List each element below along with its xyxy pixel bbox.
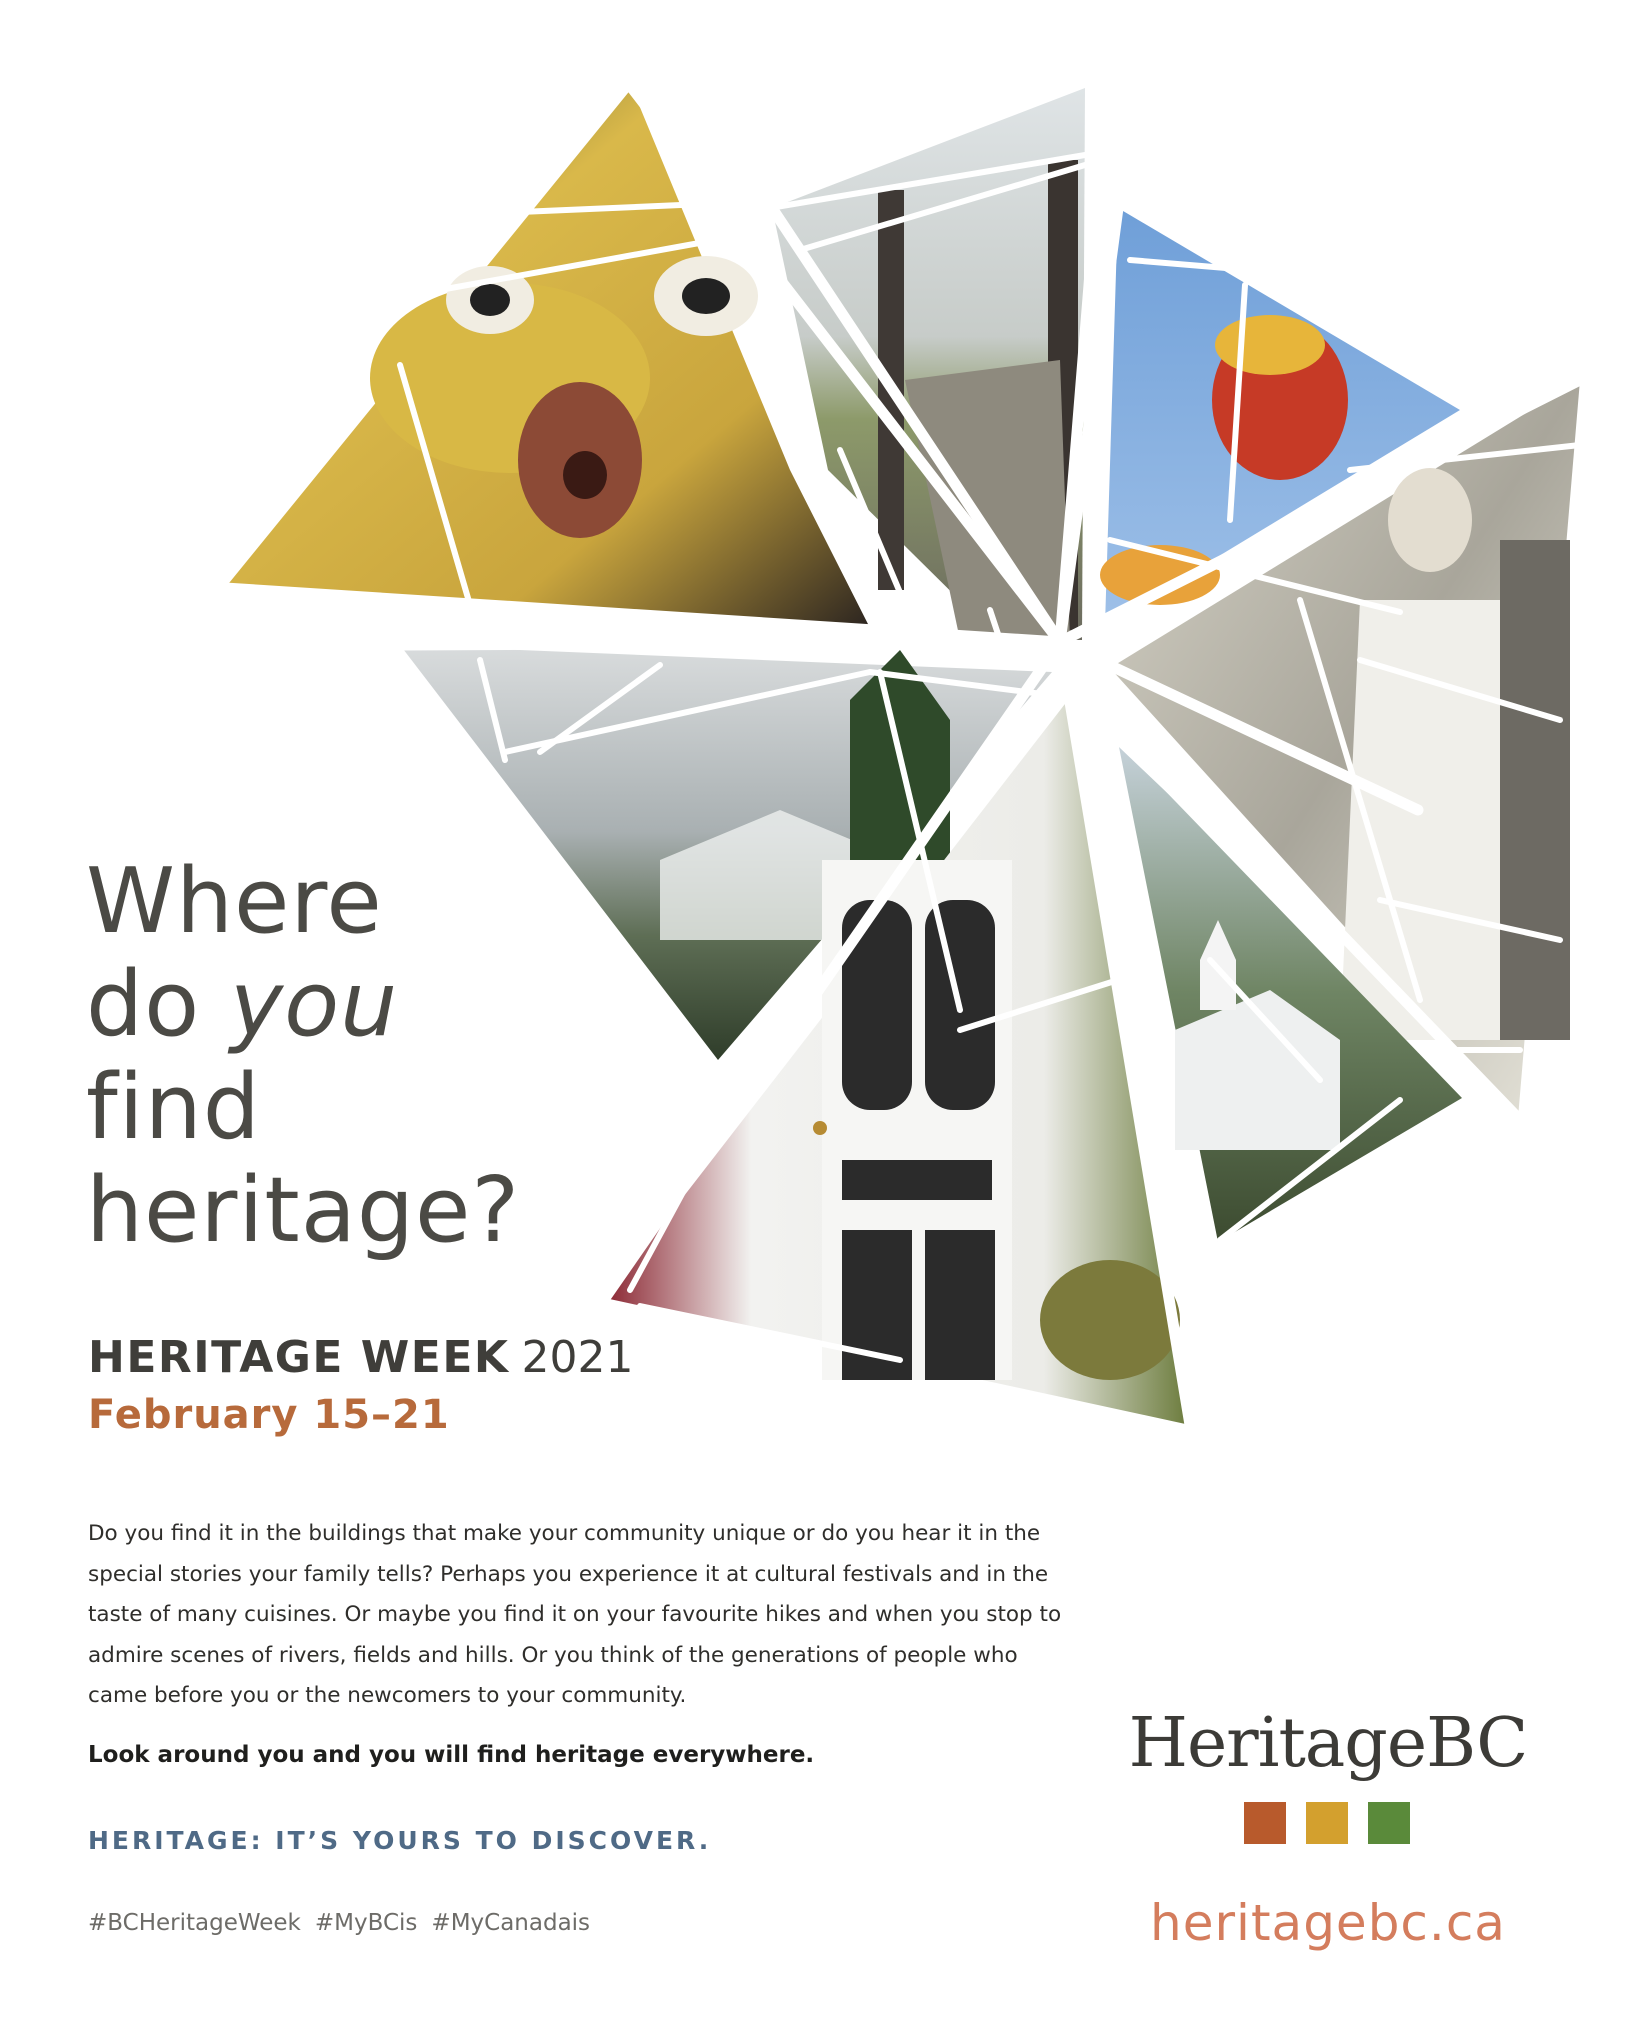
logo-square-gold [1306,1802,1348,1844]
tagline: HERITAGE: IT’S YOURS TO DISCOVER. [88,1826,712,1855]
headline-line-3: find [86,1055,261,1160]
logo-squares [1244,1802,1410,1844]
event-year: 2021 [521,1332,634,1383]
hashtags [88,1910,590,1936]
logo-square-green [1368,1802,1410,1844]
logo-square-orange [1244,1802,1286,1844]
headline [86,850,646,1262]
hashtag: #MyBCis [314,1910,418,1936]
headline-line-1: Where [86,849,383,954]
headline-emphasis: you [229,952,399,1057]
hashtag: #BCHeritageWeek [88,1910,301,1936]
heritagebc-logo: HeritageBC [1128,1704,1528,1783]
carved-mask-photo [225,88,870,628]
hashtag: #MyCanadais [431,1910,591,1936]
website-url[interactable]: heritagebc.ca [1150,1894,1506,1952]
event-dates: February 15–21 [88,1392,450,1438]
body-paragraph: Do you find it in the buildings that make your community unique or do you hear it in the special stories your family tells? Perhaps you experience it at cultural festivals and in the taste of many cuisines. Or maybe you find it on your favourite hikes and when you stop to admire scenes of rivers, fields and hills. Or you think of the generations of people who came before you or the newcomers to your community. [88,1521,1062,1708]
headline-line-2: do you [86,952,399,1057]
event-name: HERITAGE WEEK [88,1332,510,1383]
emphasis-line: Look around you and you will find heritage everywhere. [88,1742,815,1768]
event-title [88,1332,634,1383]
headline-line-4: heritage? [86,1158,521,1263]
